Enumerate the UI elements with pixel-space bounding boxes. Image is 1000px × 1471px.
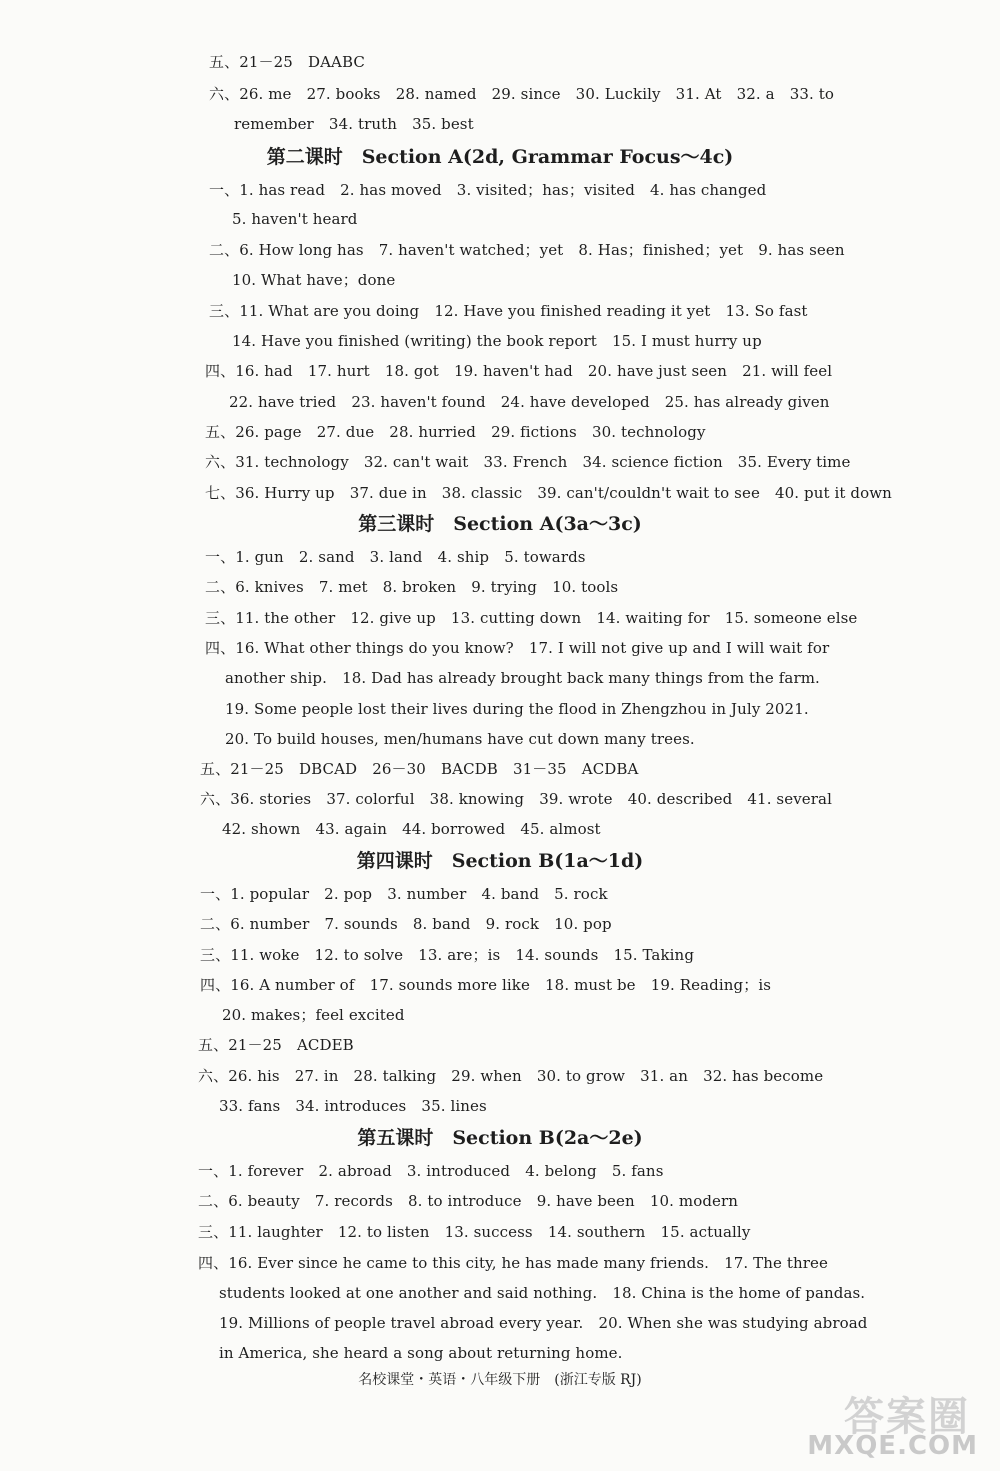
answer-line: another ship. 18. Dad has already brought back many things from the farm.	[225, 669, 820, 687]
watermark-site: MXQE.COM	[807, 1431, 978, 1461]
answer-line: 一、1. popular 2. pop 3. number 4. band 5. rock	[200, 885, 608, 903]
answer-line: 四、16. had 17. hurt 18. got 19. haven't had 20. have just seen 21. will feel	[205, 362, 833, 380]
answer-line-last: in America, she heard a song about returning home.	[219, 1344, 623, 1362]
answer-line: 一、1. gun 2. sand 3. land 4. ship 5. towards	[205, 548, 586, 566]
answer-line: 22. have tried 23. haven't found 24. have developed 25. has already given	[229, 393, 830, 411]
answer-line: 六、26. me 27. books 28. named 29. since 30. Luckily 31. At 32. a 33. to	[209, 85, 835, 103]
section-heading: 第五课时 Section B(2a～2e)	[357, 1127, 643, 1149]
answer-line: 19. Some people lost their lives during the flood in Zhengzhou in July 2021.	[225, 700, 809, 718]
answer-line: 五、21－25 DAABC	[209, 53, 365, 71]
answer-line: remember 34. truth 35. best	[234, 115, 474, 133]
answer-line: 六、26. his 27. in 28. talking 29. when 30. to grow 31. an 32. has become	[198, 1067, 824, 1085]
answer-line: 14. Have you finished (writing) the book report 15. I must hurry up	[232, 332, 762, 350]
answer-line: 六、36. stories 37. colorful 38. knowing 39. wrote 40. described 41. several	[200, 790, 832, 808]
answer-line: 42. shown 43. again 44. borrowed 45. almost	[222, 820, 601, 838]
answer-line: 33. fans 34. introduces 35. lines	[219, 1097, 487, 1115]
watermark-logo: 答案圈	[844, 1394, 970, 1440]
watermark	[778, 1385, 978, 1465]
answer-line: 二、6. number 7. sounds 8. band 9. rock 10. pop	[200, 915, 612, 933]
answer-line: 五、21－25 DBCAD 26－30 BACDB 31－35 ACDBA	[200, 760, 639, 778]
answer-line: 20. makes；feel excited	[222, 1006, 405, 1024]
answer-line: 四、16. What other things do you know? 17. I will not give up and I will wait for	[205, 639, 830, 657]
answer-line: 三、11. What are you doing 12. Have you finished reading it yet 13. So fast	[209, 302, 808, 320]
answer-line: 5. haven't heard	[232, 210, 358, 228]
answer-line: 五、21－25 ACDEB	[198, 1036, 354, 1054]
answer-line: 一、1. has read 2. has moved 3. visited；has；visited 4. has changed	[209, 181, 767, 199]
answer-line: 二、6. beauty 7. records 8. to introduce 9. have been 10. modern	[198, 1192, 739, 1210]
answer-line: 20. To build houses, men/humans have cut down many trees.	[225, 730, 695, 748]
answer-line: 七、36. Hurry up 37. due in 38. classic 39. can't/couldn't wait to see 40. put it down	[205, 484, 892, 502]
answer-line: students looked at one another and said nothing. 18. China is the home of pandas.	[219, 1284, 866, 1302]
answer-line: 六、31. technology 32. can't wait 33. French 34. science fiction 35. Every time	[205, 453, 851, 471]
answer-line: 19. Millions of people travel abroad every year. 20. When she was studying abroad	[219, 1314, 868, 1332]
answer-line: 四、16. A number of 17. sounds more like 18. must be 19. Reading；is	[200, 976, 772, 994]
page-footer: 名校课堂・英语・八年级下册 (浙江专版 RJ)	[358, 1372, 642, 1388]
answer-line: 三、11. the other 12. give up 13. cutting down 14. waiting for 15. someone else	[205, 609, 858, 627]
answer-line: 三、11. woke 12. to solve 13. are；is 14. sounds 15. Taking	[200, 946, 695, 964]
section-heading: 第三课时 Section A(3a～3c)	[358, 513, 642, 535]
answer-line: 二、6. knives 7. met 8. broken 9. trying 10. tools	[205, 578, 619, 596]
answer-line: 二、6. How long has 7. haven't watched；yet 8. Has；finished；yet 9. has seen	[209, 241, 845, 259]
answer-line: 五、26. page 27. due 28. hurried 29. fictions 30. technology	[205, 423, 706, 441]
answer-line: 四、16. Ever since he came to this city, he has made many friends. 17. The three	[198, 1254, 828, 1272]
section-heading: 第四课时 Section B(1a～1d)	[356, 850, 644, 872]
section-heading: 第二课时 Section A(2d, Grammar Focus～4c)	[266, 146, 734, 168]
answer-line: 10. What have；done	[232, 271, 396, 289]
answer-line: 三、11. laughter 12. to listen 13. success 14. southern 15. actually	[198, 1223, 751, 1241]
answer-line: 一、1. forever 2. abroad 3. introduced 4. belong 5. fans	[198, 1162, 664, 1180]
